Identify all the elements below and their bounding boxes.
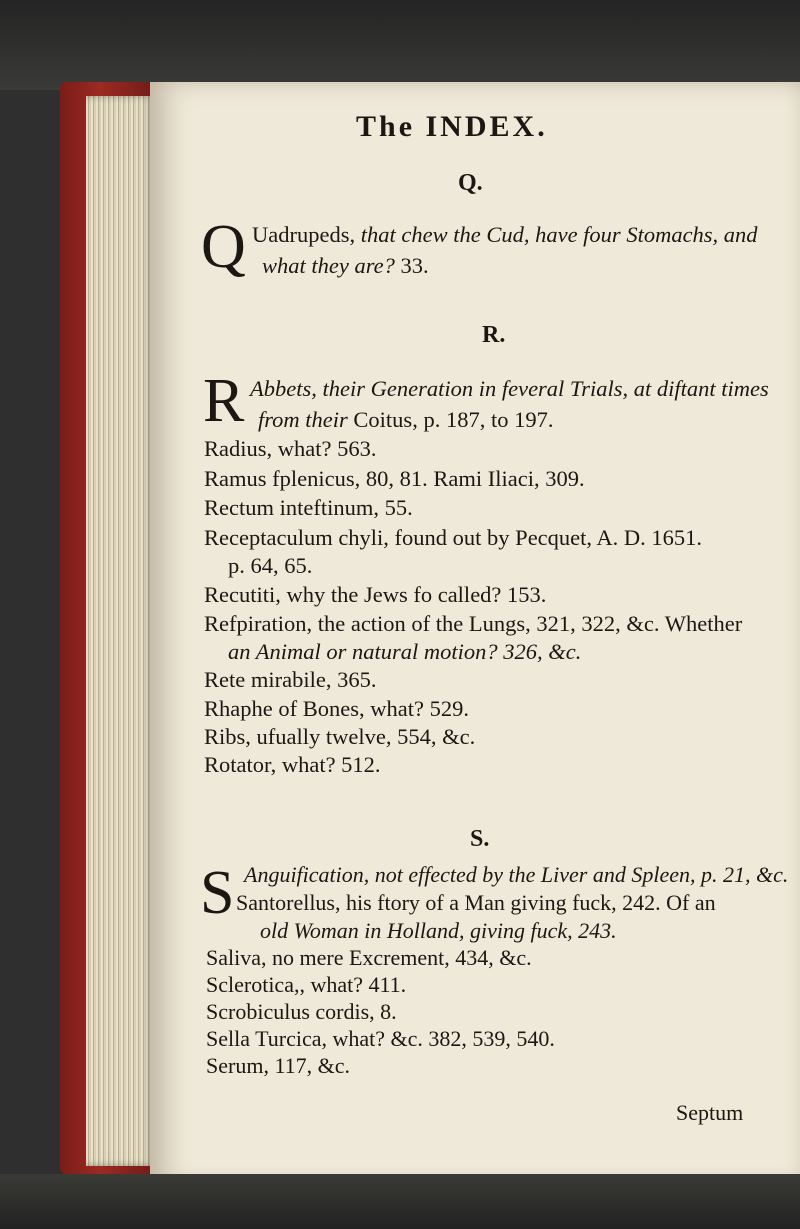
- section-letter-q: Q.: [458, 170, 483, 196]
- index-entry-continuation: p. 64, 65.: [228, 553, 313, 578]
- entry-sanguification: Anguification, not effected by the Liver and Spleen, p. 21, &c.: [244, 862, 789, 887]
- page-stack-edges: [86, 96, 156, 1166]
- section-letter-r: R.: [482, 322, 506, 348]
- index-entry: Scrobiculus cordis, 8.: [206, 999, 397, 1024]
- entry-rabbets-line1: Abbets, their Generation in feveral Trials, at diftant times: [250, 376, 769, 401]
- drop-cap-s: S: [200, 859, 235, 927]
- dark-background-bottom: [0, 1174, 800, 1229]
- index-entry: Rectum inteftinum, 55.: [204, 495, 413, 520]
- catchword: Septum: [676, 1100, 744, 1125]
- running-head: The INDEX.: [356, 110, 548, 143]
- index-entry: Rotator, what? 512.: [204, 752, 381, 777]
- entry-rabbets-line2: from their Coitus, p. 187, to 197.: [258, 407, 554, 432]
- index-entry-continuation: an Animal or natural motion? 326, &c.: [228, 639, 582, 664]
- index-entry: Receptaculum chyli, found out by Pecquet, A. D. 1651.: [204, 525, 703, 550]
- drop-cap-q: Q: [201, 213, 246, 281]
- index-entry: Ribs, ufually twelve, 554, &c.: [204, 724, 476, 749]
- dark-background: [0, 0, 800, 90]
- index-entry: Rete mirabile, 365.: [204, 667, 377, 692]
- entry-quadrupeds-line1: Uadrupeds, that chew the Cud, have four Stomachs, and: [252, 222, 758, 247]
- index-entry: Recutiti, why the Jews fo called? 153.: [204, 582, 547, 607]
- index-entry: Radius, what? 563.: [204, 436, 377, 461]
- index-entry: Sella Turcica, what? &c. 382, 539, 540.: [206, 1026, 555, 1051]
- index-entry: Ramus fplenicus, 80, 81. Rami Iliaci, 309.: [204, 466, 585, 491]
- section-letter-s: S.: [470, 826, 490, 852]
- index-entry-continuation: old Woman in Holland, giving fuck, 243.: [260, 918, 617, 943]
- index-entry: Saliva, no mere Excrement, 434, &c.: [206, 945, 532, 970]
- index-entry: Serum, 117, &c.: [206, 1053, 350, 1078]
- entry-quadrupeds-line2: what they are? 33.: [262, 253, 429, 278]
- index-entry: Santorellus, his ftory of a Man giving fuck, 242. Of an: [236, 890, 716, 915]
- index-entry: Sclerotica,, what? 411.: [206, 972, 407, 997]
- index-entry: Refpiration, the action of the Lungs, 321, 322, &c. Whether: [204, 611, 743, 636]
- drop-cap-r: R: [203, 367, 245, 435]
- index-entry: Rhaphe of Bones, what? 529.: [204, 696, 469, 721]
